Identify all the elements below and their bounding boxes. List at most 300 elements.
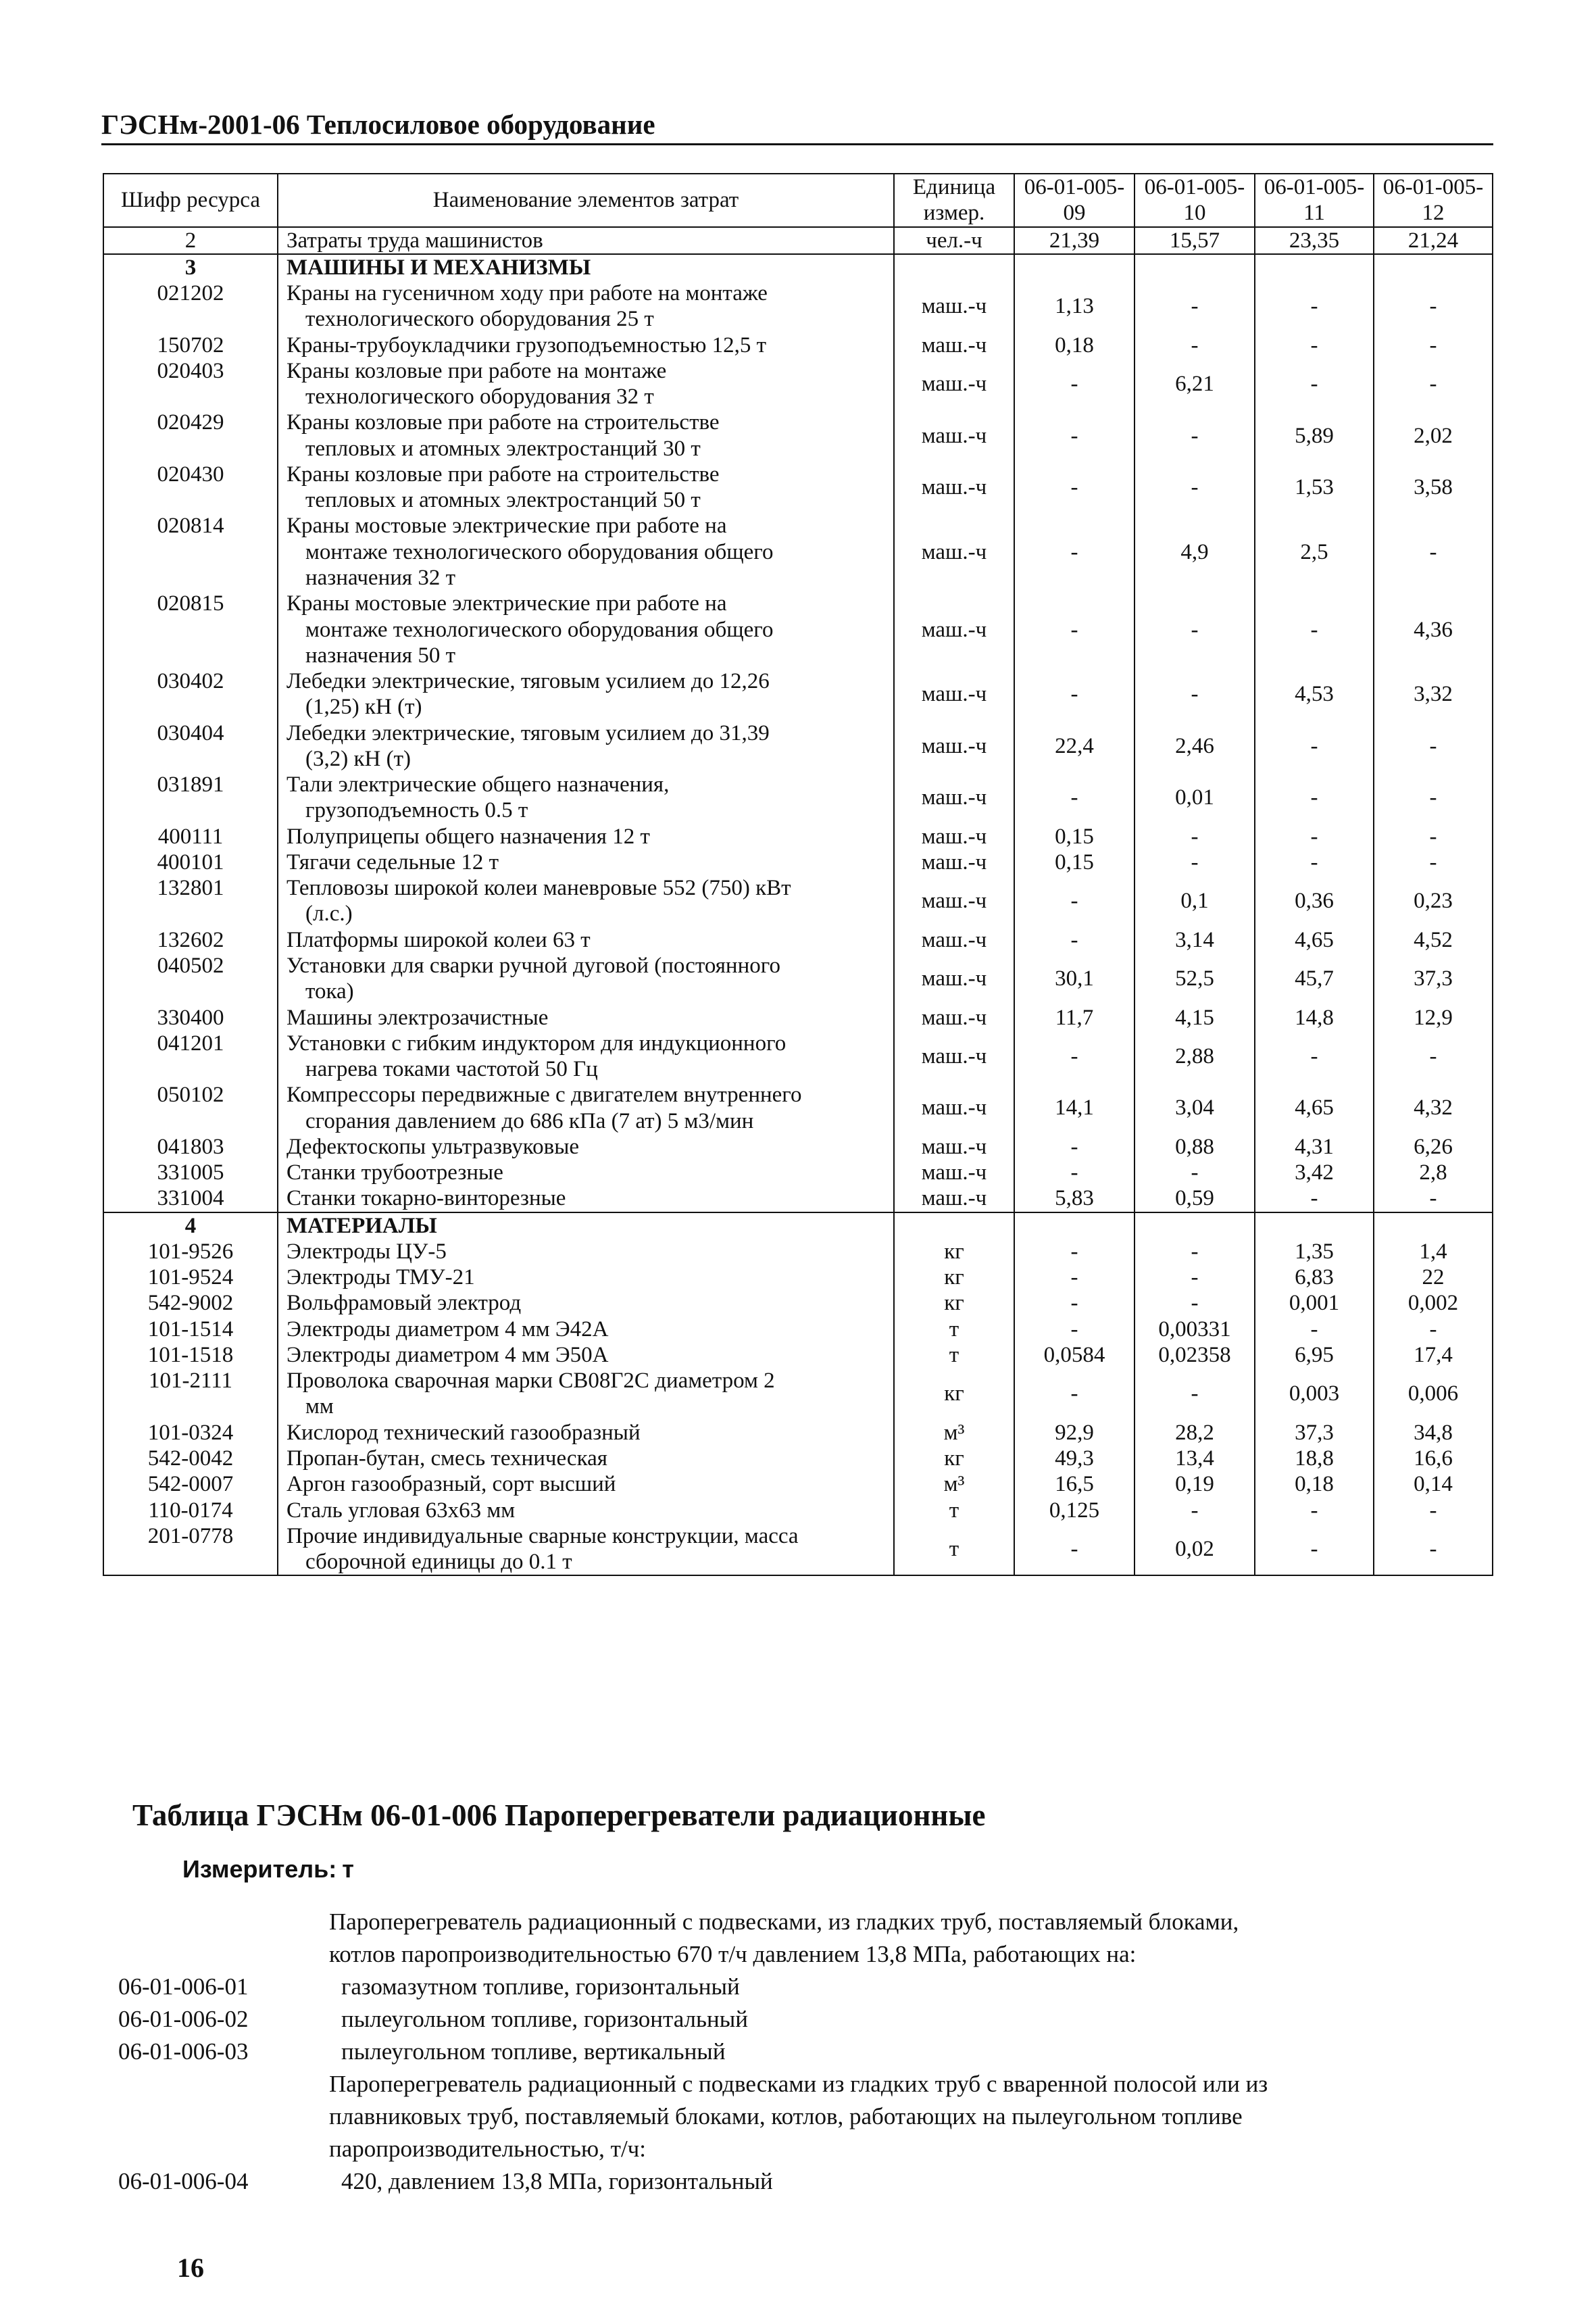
resource-name [278, 1082, 894, 1134]
table-row [103, 1082, 1493, 1134]
resource-name-line: Пропан-бутан, смесь техническая [286, 1446, 607, 1471]
resource-name-line: Краны козловые при работе на строительстве [286, 462, 720, 487]
resource-code: 201-0778 [103, 1523, 278, 1576]
resource-value: 0,006 [1374, 1368, 1493, 1420]
resource-value: 17,4 [1374, 1342, 1493, 1368]
resource-value: 18,8 [1255, 1446, 1374, 1471]
resource-name-line: сгорания давлением до 686 кПа (7 ат) 5 м3/мин [305, 1108, 754, 1133]
resource-name [278, 591, 894, 668]
list-item [118, 2100, 1470, 2133]
labor-val: 21,39 [1014, 227, 1134, 254]
resource-value: 4,52 [1374, 927, 1493, 953]
item-text: Пароперегреватель радиационный с подвесками из гладких труб с вваренной полосой или из [329, 2071, 1268, 2097]
resource-value: 0,02358 [1134, 1342, 1255, 1368]
section-row-materials [103, 1212, 1493, 1239]
resource-name [278, 1134, 894, 1160]
item-code: 06-01-006-04 [118, 2168, 249, 2194]
resource-value: 0,02 [1134, 1523, 1255, 1576]
table-row [103, 1523, 1493, 1576]
resource-name [278, 1264, 894, 1290]
resource-name-line: Установки с гибким индуктором для индукционного [286, 1031, 787, 1056]
resource-name-line: Станки трубоотрезные [286, 1160, 503, 1185]
table-row [103, 1160, 1493, 1185]
resource-code: 331004 [103, 1185, 278, 1212]
col-header-10: 06-01-005-10 [1134, 174, 1255, 227]
item-text: газомазутном топливе, горизонтальный [341, 1973, 740, 2000]
resource-value: - [1134, 591, 1255, 668]
resource-unit: т [894, 1523, 1014, 1576]
resource-name-line: (л.с.) [305, 902, 353, 927]
table-row [103, 280, 1493, 333]
col-header-09: 06-01-005-09 [1014, 174, 1134, 227]
resource-value: 37,3 [1374, 953, 1493, 1005]
resource-unit: маш.-ч [894, 591, 1014, 668]
resource-value: - [1014, 591, 1134, 668]
resource-name [278, 513, 894, 591]
resource-value: - [1255, 850, 1374, 875]
resource-name-line: Краны мостовые электрические при работе на [286, 514, 727, 539]
resource-value: 6,26 [1374, 1134, 1493, 1160]
resource-name-line: Кислород технический газообразный [286, 1420, 641, 1445]
resource-value: 11,7 [1014, 1005, 1134, 1031]
resource-name-line: технологического оборудования 32 т [305, 385, 654, 410]
resource-name-line: Тали электрические общего назначения, [286, 772, 670, 797]
resource-name [278, 280, 894, 333]
resource-value: - [1255, 1523, 1374, 1576]
resource-value: 2,88 [1134, 1031, 1255, 1083]
resource-value: 2,5 [1255, 513, 1374, 591]
resource-unit: м³ [894, 1471, 1014, 1497]
resource-code: 020815 [103, 591, 278, 668]
resource-value: 0,125 [1014, 1498, 1134, 1523]
resource-value: 12,9 [1374, 1005, 1493, 1031]
resource-name [278, 1185, 894, 1212]
resource-value: 0,002 [1374, 1290, 1493, 1316]
table-items [118, 1906, 1470, 2198]
labor-row [103, 227, 1493, 254]
resource-name-line: Лебедки электрические, тяговым усилием до 12,26 [286, 669, 770, 694]
table-row [103, 1498, 1493, 1523]
resource-value: - [1014, 513, 1134, 591]
resource-unit: маш.-ч [894, 462, 1014, 514]
resource-name-line: тепловых и атомных электростанций 30 т [305, 436, 701, 461]
col-header-code: Шифр ресурса [103, 174, 278, 227]
labor-code: 2 [103, 227, 278, 254]
resource-value: - [1134, 850, 1255, 875]
resource-code: 030402 [103, 668, 278, 720]
resource-code: 020429 [103, 410, 278, 462]
resource-code: 040502 [103, 953, 278, 1005]
resource-value: - [1374, 720, 1493, 772]
labor-unit: чел.-ч [894, 227, 1014, 254]
resource-value: 3,04 [1134, 1082, 1255, 1134]
resource-name [278, 1316, 894, 1342]
resource-value: - [1134, 1290, 1255, 1316]
resource-code: 330400 [103, 1005, 278, 1031]
resource-value: - [1374, 1185, 1493, 1212]
resource-name [278, 1523, 894, 1576]
resource-name-line: нагрева токами частотой 50 Гц [305, 1057, 598, 1082]
table-row [103, 1031, 1493, 1083]
resource-value: - [1255, 1316, 1374, 1342]
resource-code: 101-1514 [103, 1316, 278, 1342]
resource-value: 0,0584 [1014, 1342, 1134, 1368]
resource-code: 132801 [103, 875, 278, 927]
resource-value: - [1134, 1264, 1255, 1290]
resource-value: - [1014, 1264, 1134, 1290]
resource-value: 4,65 [1255, 927, 1374, 953]
resource-value: 4,31 [1255, 1134, 1374, 1160]
resource-code: 101-0324 [103, 1420, 278, 1446]
resource-value: 0,36 [1255, 875, 1374, 927]
item-text: 420, давлением 13,8 МПа, горизонтальный [341, 2168, 773, 2194]
col-header-unit: Единица измер. [894, 174, 1014, 227]
resource-unit: маш.-ч [894, 280, 1014, 333]
resource-value: 3,14 [1134, 927, 1255, 953]
resource-unit: кг [894, 1264, 1014, 1290]
resource-unit: кг [894, 1446, 1014, 1471]
resource-value: 16,5 [1014, 1471, 1134, 1497]
resource-name [278, 850, 894, 875]
resource-unit: маш.-ч [894, 410, 1014, 462]
resource-value: - [1134, 410, 1255, 462]
resource-unit: маш.-ч [894, 927, 1014, 953]
resource-name [278, 875, 894, 927]
resource-value: - [1374, 772, 1493, 824]
resource-name-line: Сталь угловая 63х63 мм [286, 1498, 516, 1523]
item-text: Пароперегреватель радиационный с подвесками, из гладких труб, поставляемый блоками, [329, 1909, 1239, 1935]
resource-value: - [1374, 358, 1493, 410]
resource-name [278, 1005, 894, 1031]
resource-value: 4,36 [1374, 591, 1493, 668]
resource-unit: маш.-ч [894, 1031, 1014, 1083]
resource-value: - [1014, 875, 1134, 927]
resource-value: 1,13 [1014, 280, 1134, 333]
list-item [118, 2133, 1470, 2165]
list-item [118, 2165, 1470, 2198]
resource-value: - [1134, 1368, 1255, 1420]
resource-name-line: Вольфрамовый электрод [286, 1291, 522, 1316]
resource-name-line: (3,2) кН (т) [305, 746, 411, 771]
section-title: МАТЕРИАЛЫ [278, 1212, 894, 1239]
resource-unit: кг [894, 1239, 1014, 1264]
resource-name [278, 1498, 894, 1523]
resource-value: - [1014, 1523, 1134, 1576]
item-code: 06-01-006-03 [118, 2038, 249, 2065]
resource-unit: маш.-ч [894, 1082, 1014, 1134]
resource-name [278, 358, 894, 410]
table-row [103, 1290, 1493, 1316]
resource-name-line: мм [305, 1394, 334, 1419]
resource-value: - [1374, 1031, 1493, 1083]
table-row [103, 772, 1493, 824]
table-row [103, 720, 1493, 772]
resource-value: 22 [1374, 1264, 1493, 1290]
resource-value: 92,9 [1014, 1420, 1134, 1446]
table-row [103, 1420, 1493, 1446]
resource-unit: маш.-ч [894, 720, 1014, 772]
resource-name [278, 720, 894, 772]
resource-name-line: Станки токарно-винторезные [286, 1186, 566, 1211]
resource-name-line: монтаже технологического оборудования общего [305, 617, 774, 642]
resource-value: - [1255, 591, 1374, 668]
resource-value: 3,42 [1255, 1160, 1374, 1185]
table-row [103, 1316, 1493, 1342]
resource-value: 2,8 [1374, 1160, 1493, 1185]
resource-unit: кг [894, 1290, 1014, 1316]
resource-value: - [1255, 772, 1374, 824]
list-item [118, 2068, 1470, 2100]
resource-name-line: Краны-трубоукладчики грузоподъемностью 12,5 т [286, 333, 767, 358]
resource-value: 0,14 [1374, 1471, 1493, 1497]
resource-code: 041803 [103, 1134, 278, 1160]
resource-value: 34,8 [1374, 1420, 1493, 1446]
resource-value: - [1255, 333, 1374, 358]
table-row [103, 1446, 1493, 1471]
resource-code: 542-0042 [103, 1446, 278, 1471]
resource-value: - [1255, 358, 1374, 410]
table-header-row [103, 174, 1493, 227]
resource-value: - [1134, 333, 1255, 358]
item-text: паропроизводительностью, т/ч: [329, 2136, 647, 2162]
resource-value: 0,001 [1255, 1290, 1374, 1316]
resource-name [278, 1471, 894, 1497]
resource-unit: маш.-ч [894, 358, 1014, 410]
item-code: 06-01-006-02 [118, 2006, 249, 2032]
resource-code: 020403 [103, 358, 278, 410]
resource-value: 6,95 [1255, 1342, 1374, 1368]
resource-name-line: Проволока сварочная марки СВ08Г2С диаметром 2 [286, 1369, 775, 1394]
resource-value: 4,9 [1134, 513, 1255, 591]
resource-code: 101-2111 [103, 1368, 278, 1420]
resource-unit: маш.-ч [894, 953, 1014, 1005]
resource-name-line: Лебедки электрические, тяговым усилием до 31,39 [286, 720, 770, 745]
resource-name [278, 462, 894, 514]
resource-value: - [1014, 1160, 1134, 1185]
table-row [103, 668, 1493, 720]
resource-name-line: Тепловозы широкой колеи маневровые 552 (750) кВт [286, 876, 791, 901]
resource-value: - [1014, 1316, 1134, 1342]
resource-value: 2,02 [1374, 410, 1493, 462]
table-row [103, 1185, 1493, 1212]
section-row-machines [103, 254, 1493, 280]
resource-value: 0,19 [1134, 1471, 1255, 1497]
resource-code: 400111 [103, 824, 278, 850]
resource-value: - [1255, 280, 1374, 333]
resource-name-line: Краны на гусеничном ходу при работе на монтаже [286, 281, 768, 306]
resource-value: 16,6 [1374, 1446, 1493, 1471]
resource-name-line: Машины электрозачистные [286, 1005, 549, 1030]
resource-name-line: назначения 32 т [305, 565, 455, 590]
resource-code: 542-9002 [103, 1290, 278, 1316]
resource-value: - [1014, 1031, 1134, 1083]
resource-name-line: Краны козловые при работе на монтаже [286, 358, 667, 383]
resource-value: 3,32 [1374, 668, 1493, 720]
resource-name-line: Электроды диаметром 4 мм Э42А [286, 1316, 609, 1341]
item-text: котлов паропроизводительностью 670 т/ч давлением 13,8 МПа, работающих на: [329, 1941, 1137, 1967]
resource-value: - [1134, 1239, 1255, 1264]
resource-name-line: грузоподъемность 0.5 т [305, 798, 528, 823]
resource-name [278, 1160, 894, 1185]
resource-code: 021202 [103, 280, 278, 333]
resource-value: 2,46 [1134, 720, 1255, 772]
labor-val: 23,35 [1255, 227, 1374, 254]
resource-value: 49,3 [1014, 1446, 1134, 1471]
resource-value: 14,1 [1014, 1082, 1134, 1134]
resource-name-line: Полуприцепы общего назначения 12 т [286, 824, 650, 849]
resource-value: - [1014, 668, 1134, 720]
resource-value: - [1374, 513, 1493, 591]
resource-value: - [1014, 1134, 1134, 1160]
resource-name-line: Дефектоскопы ультразвуковые [286, 1134, 580, 1159]
resource-value: 0,1 [1134, 875, 1255, 927]
resource-name-line: Компрессоры передвижные с двигателем внутреннего [286, 1083, 802, 1108]
resource-value: 1,35 [1255, 1239, 1374, 1264]
table-row [103, 333, 1493, 358]
resource-value: - [1014, 927, 1134, 953]
table-row [103, 1264, 1493, 1290]
resource-code: 050102 [103, 1082, 278, 1134]
resource-code: 101-9526 [103, 1239, 278, 1264]
measure-line [177, 1855, 354, 1884]
item-text: плавниковых труб, поставляемый блоками, котлов, работающих на пылеугольном топливе [329, 2103, 1243, 2130]
list-item [118, 1906, 1470, 1938]
resource-name [278, 1342, 894, 1368]
resource-value: 4,53 [1255, 668, 1374, 720]
resource-value: - [1014, 462, 1134, 514]
table-row [103, 410, 1493, 462]
table-row [103, 513, 1493, 591]
resource-value: 45,7 [1255, 953, 1374, 1005]
table-row [103, 591, 1493, 668]
section-title: МАШИНЫ И МЕХАНИЗМЫ [278, 254, 894, 280]
resource-unit: маш.-ч [894, 850, 1014, 875]
item-text: пылеугольном топливе, горизонтальный [341, 2006, 748, 2032]
resource-value: - [1014, 1290, 1134, 1316]
page-header: ГЭСНм-2001-06 Теплосиловое оборудование [101, 109, 655, 140]
resource-name [278, 1290, 894, 1316]
resource-value: - [1255, 1185, 1374, 1212]
item-code: 06-01-006-01 [118, 1973, 249, 2000]
resource-name-line: Тягачи седельные 12 т [286, 850, 499, 875]
resource-unit: маш.-ч [894, 333, 1014, 358]
resource-value: 13,4 [1134, 1446, 1255, 1471]
resource-name-line: Прочие индивидуальные сварные конструкции, масса [286, 1523, 799, 1548]
resource-value: 14,8 [1255, 1005, 1374, 1031]
resource-name [278, 1368, 894, 1420]
resource-value: - [1014, 410, 1134, 462]
resource-value: 0,18 [1014, 333, 1134, 358]
resource-name-line: тепловых и атомных электростанций 50 т [305, 488, 701, 513]
resource-value: - [1374, 333, 1493, 358]
resource-unit: маш.-ч [894, 513, 1014, 591]
resource-value: - [1255, 1031, 1374, 1083]
resource-value: - [1134, 462, 1255, 514]
resource-unit: маш.-ч [894, 1185, 1014, 1212]
table-row [103, 358, 1493, 410]
resource-value: 4,15 [1134, 1005, 1255, 1031]
resource-name-line: тока) [305, 979, 354, 1004]
table-row [103, 953, 1493, 1005]
resource-code: 020814 [103, 513, 278, 591]
resource-unit: т [894, 1498, 1014, 1523]
resource-name [278, 1446, 894, 1471]
table-row [103, 824, 1493, 850]
table-row [103, 1342, 1493, 1368]
col-header-name: Наименование элементов затрат [278, 174, 894, 227]
resource-table [103, 173, 1493, 1576]
table-row [103, 927, 1493, 953]
resource-name-line: Электроды ТМУ-21 [286, 1265, 475, 1290]
resource-value: - [1374, 280, 1493, 333]
resource-value: 0,003 [1255, 1368, 1374, 1420]
resource-name [278, 1031, 894, 1083]
resource-value: 5,83 [1014, 1185, 1134, 1212]
resource-value: - [1374, 1498, 1493, 1523]
resource-name-line: Электроды ЦУ-5 [286, 1239, 447, 1264]
labor-name: Затраты труда машинистов [278, 227, 894, 254]
resource-value: 3,58 [1374, 462, 1493, 514]
resource-unit: м³ [894, 1420, 1014, 1446]
resource-value: 0,15 [1014, 850, 1134, 875]
resource-name [278, 1420, 894, 1446]
table-row [103, 1005, 1493, 1031]
resource-value: - [1134, 668, 1255, 720]
resource-name [278, 333, 894, 358]
resource-value: - [1134, 1160, 1255, 1185]
resource-value: - [1374, 1316, 1493, 1342]
col-header-12: 06-01-005-12 [1374, 174, 1493, 227]
resource-name-line: Электроды диаметром 4 мм Э50А [286, 1342, 609, 1367]
resource-name-line: Аргон газообразный, сорт высший [286, 1472, 616, 1497]
resource-name [278, 772, 894, 824]
table-row [103, 850, 1493, 875]
resource-name-line: Краны мостовые электрические при работе на [286, 591, 727, 616]
measure-label: Измеритель: [182, 1855, 337, 1883]
resource-code: 150702 [103, 333, 278, 358]
resource-unit: маш.-ч [894, 772, 1014, 824]
resource-value: - [1374, 1523, 1493, 1576]
header-divider [101, 143, 1493, 145]
list-item [118, 1938, 1470, 1971]
resource-code: 400101 [103, 850, 278, 875]
resource-unit: маш.-ч [894, 668, 1014, 720]
resource-code: 041201 [103, 1031, 278, 1083]
resource-name-line: монтаже технологического оборудования общего [305, 539, 774, 564]
list-item [118, 2003, 1470, 2036]
resource-unit: т [894, 1342, 1014, 1368]
resource-name-line: Установки для сварки ручной дуговой (постоянного [286, 953, 780, 978]
resource-name [278, 824, 894, 850]
table-row [103, 1368, 1493, 1420]
resource-value: - [1014, 1239, 1134, 1264]
table-row [103, 1239, 1493, 1264]
resource-unit: маш.-ч [894, 1160, 1014, 1185]
resource-unit: т [894, 1316, 1014, 1342]
resource-code: 030404 [103, 720, 278, 772]
resource-unit: маш.-ч [894, 824, 1014, 850]
resource-value: 0,01 [1134, 772, 1255, 824]
resource-value: - [1374, 824, 1493, 850]
labor-val: 15,57 [1134, 227, 1255, 254]
resource-value: - [1255, 1498, 1374, 1523]
resource-name [278, 927, 894, 953]
resource-value: 6,21 [1134, 358, 1255, 410]
resource-code: 031891 [103, 772, 278, 824]
resource-value: 0,59 [1134, 1185, 1255, 1212]
col-header-11: 06-01-005-11 [1255, 174, 1374, 227]
resource-name-line: (1,25) кН (т) [305, 695, 422, 720]
